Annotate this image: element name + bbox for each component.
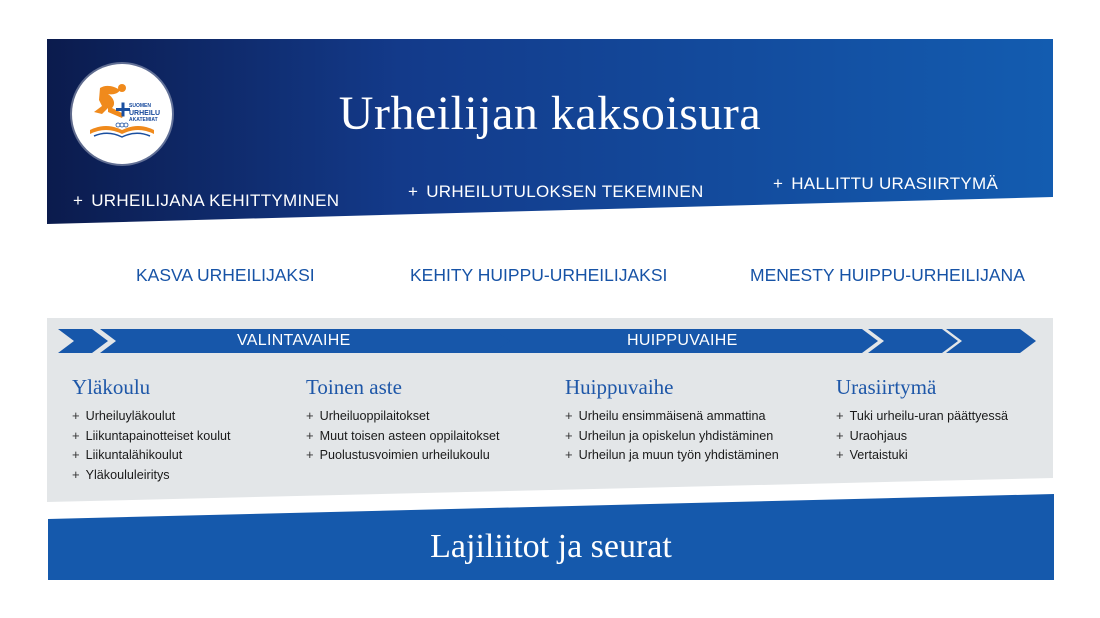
column-ylakoulu	[72, 375, 231, 484]
plus-icon: +	[773, 174, 784, 193]
plus-icon: +	[306, 427, 314, 443]
list-item: + Yläkoululeiritys	[72, 466, 170, 482]
plus-icon: +	[306, 408, 314, 423]
logo	[72, 64, 172, 164]
plus-icon: +	[836, 408, 844, 423]
page-title: Urheilijan kaksoisura	[338, 87, 762, 140]
phase-heading-1: KASVA URHEILIJAKSI	[136, 265, 315, 285]
column-title: Huippuvaihe	[565, 375, 674, 399]
header-item-2: + URHEILUTULOKSEN TEKEMINEN	[408, 182, 704, 201]
column-huippuvaihe	[565, 375, 779, 465]
list-item: + Tuki urheilu-uran päättyessä	[836, 408, 1009, 423]
header-item-1: + URHEILIJANA KEHITTYMINEN	[73, 191, 340, 210]
footer-title: Lajiliitot ja seurat	[430, 528, 672, 565]
list-item: + Liikuntapainotteiset koulut	[72, 427, 231, 443]
plus-icon: +	[73, 191, 84, 210]
phase-heading-2: KEHITY HUIPPU-URHEILIJAKSI	[410, 265, 668, 285]
list-item: + Urheilu ensimmäisenä ammattina	[565, 408, 766, 423]
list-item: + Vertaistuki	[836, 447, 908, 463]
list-item: + Urheiluoppilaitokset	[306, 408, 430, 423]
plus-icon: +	[408, 182, 419, 201]
column-urasiirtyma	[836, 375, 1008, 465]
plus-icon: +	[836, 427, 844, 443]
plus-icon: +	[565, 427, 573, 443]
plus-icon: +	[72, 427, 80, 443]
list-item: + Urheiluyläkoulut	[72, 408, 176, 423]
plus-icon: +	[565, 408, 573, 423]
list-item: + Urheilun ja opiskelun yhdistäminen	[565, 427, 774, 443]
column-title: Toinen aste	[306, 375, 402, 399]
list-item: + Uraohjaus	[836, 427, 907, 443]
header-item-3: + HALLITTU URASIIRTYMÄ	[773, 174, 999, 193]
plus-icon: +	[565, 447, 573, 463]
band-label-valintavaihe: VALINTAVAIHE	[237, 332, 351, 349]
plus-icon: +	[836, 447, 844, 463]
plus-icon: +	[72, 447, 80, 463]
plus-icon: +	[72, 408, 80, 423]
column-toinen-aste	[306, 375, 500, 465]
list-item: + Liikuntalähikoulut	[72, 447, 183, 463]
plus-icon: +	[72, 466, 80, 482]
column-title: Urasiirtymä	[836, 375, 937, 399]
logo-text: SUOMEN URHEILU AKATEMIAT	[129, 103, 161, 123]
phase-heading-3: MENESTY HUIPPU-URHEILIJANA	[750, 265, 1025, 285]
list-item: + Puolustusvoimien urheilukoulu	[306, 447, 490, 463]
column-title: Yläkoulu	[72, 375, 151, 399]
list-item: + Urheilun ja muun työn yhdistäminen	[565, 447, 779, 463]
plus-icon: +	[306, 447, 314, 463]
list-item: + Muut toisen asteen oppilaitokset	[306, 427, 500, 443]
band-label-huippuvaihe: HUIPPUVAIHE	[627, 332, 738, 349]
